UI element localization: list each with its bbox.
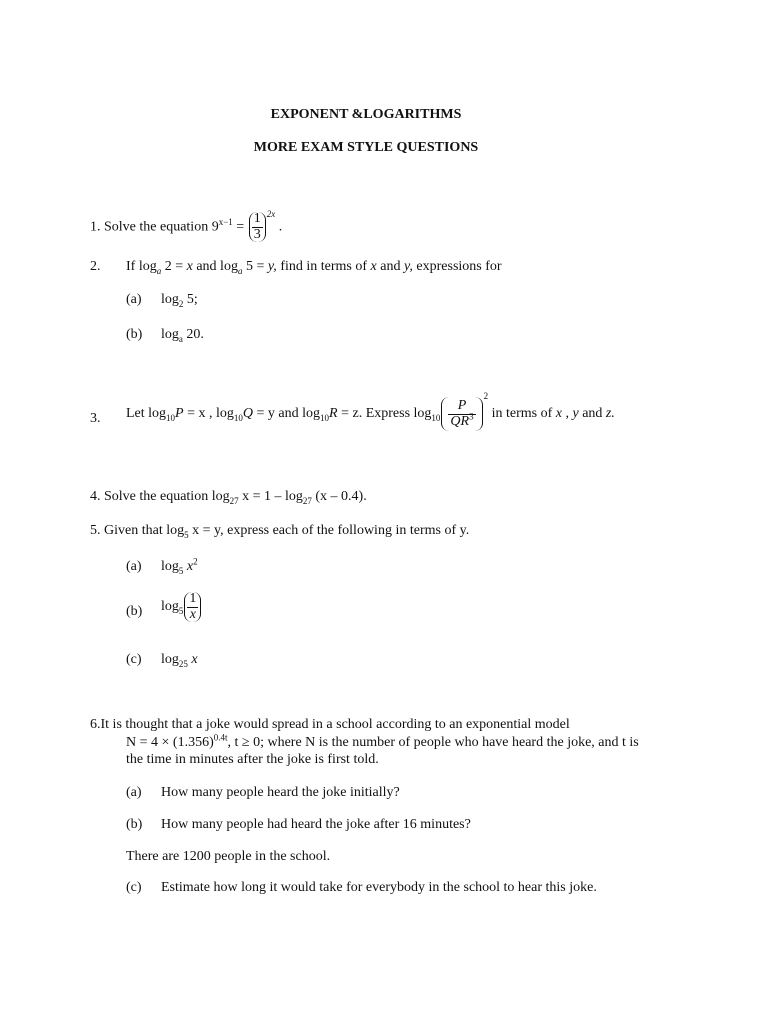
q6-part-c: Estimate how long it would take for everybody in the school to hear this joke. <box>161 880 597 895</box>
fraction-paren: $\frac{P}{QR^3}$ <box>441 397 482 431</box>
q6-note: There are 1200 people in the school. <box>126 849 331 864</box>
question-3-number: 3. <box>90 411 101 426</box>
q5-part-a-label: (a) <box>126 559 142 574</box>
question-5: 5. Given that $\log_5 x = y$, express each of the following in terms of y. <box>90 523 470 540</box>
q2-part-b: $\log_a 20$. <box>161 327 204 344</box>
q5-part-c: $\log_{25} x$ <box>161 652 198 669</box>
q6-part-c-label: (c) <box>126 880 142 895</box>
q6-part-b: How many people had heard the joke after 16 minutes? <box>161 817 471 832</box>
question-3: Let $\log_{10}P = x$ , $\log_{10}Q = y$ and $\log_{10}R = z$. Express $\log_{10}$ $\frac{P}{QR^3}$ $^2$ in terms of x , y and z. <box>126 397 615 431</box>
question-6-line2: $N = 4 \times (1.356)^{0.4t}$, t ≥ 0; where N is the number of people who have heard the joke, and t is <box>126 732 639 750</box>
q6-part-a-label: (a) <box>126 785 142 800</box>
fraction-paren: $\frac{1}{3}$ <box>249 212 266 242</box>
q5-part-a: $\log_5 x^2$ <box>161 556 198 576</box>
question-2-number: 2. <box>90 259 101 274</box>
q5-part-b-label: (b) <box>126 604 143 619</box>
q2-part-a-label: (a) <box>126 292 142 307</box>
q6-part-a: How many people heard the joke initially? <box>161 785 400 800</box>
q2-part-b-label: (b) <box>126 327 143 342</box>
page-title: EXPONENT &LOGARITHMS <box>270 107 462 122</box>
q5-part-b: $\log_5$ $\frac{1}{x}$ <box>161 592 202 622</box>
question-4: 4. Solve the equation $\log_{27} x = 1 - \log_{27} (x - 0.4)$. <box>90 489 367 506</box>
question-6-line3: the time in minutes after the joke is first told. <box>126 752 379 767</box>
q5-part-c-label: (c) <box>126 652 142 667</box>
question-6-line1: 6.It is thought that a joke would spread in a school according to an exponential model <box>90 717 570 732</box>
q2-part-a: $\log_2 5$; <box>161 292 198 309</box>
question-1: 1. Solve the equation $9^{x-1}$ = $\frac{1}{3}$ $^{2x}$ . <box>90 209 283 242</box>
q6-part-b-label: (b) <box>126 817 143 832</box>
page-subtitle: MORE EXAM STYLE QUESTIONS <box>253 140 479 155</box>
question-2: If $\log_a 2 = x$ and $\log_a 5 = y$, find in terms of x and y, expressions for <box>126 259 502 276</box>
fraction-paren: $\frac{1}{x}$ <box>184 592 201 622</box>
